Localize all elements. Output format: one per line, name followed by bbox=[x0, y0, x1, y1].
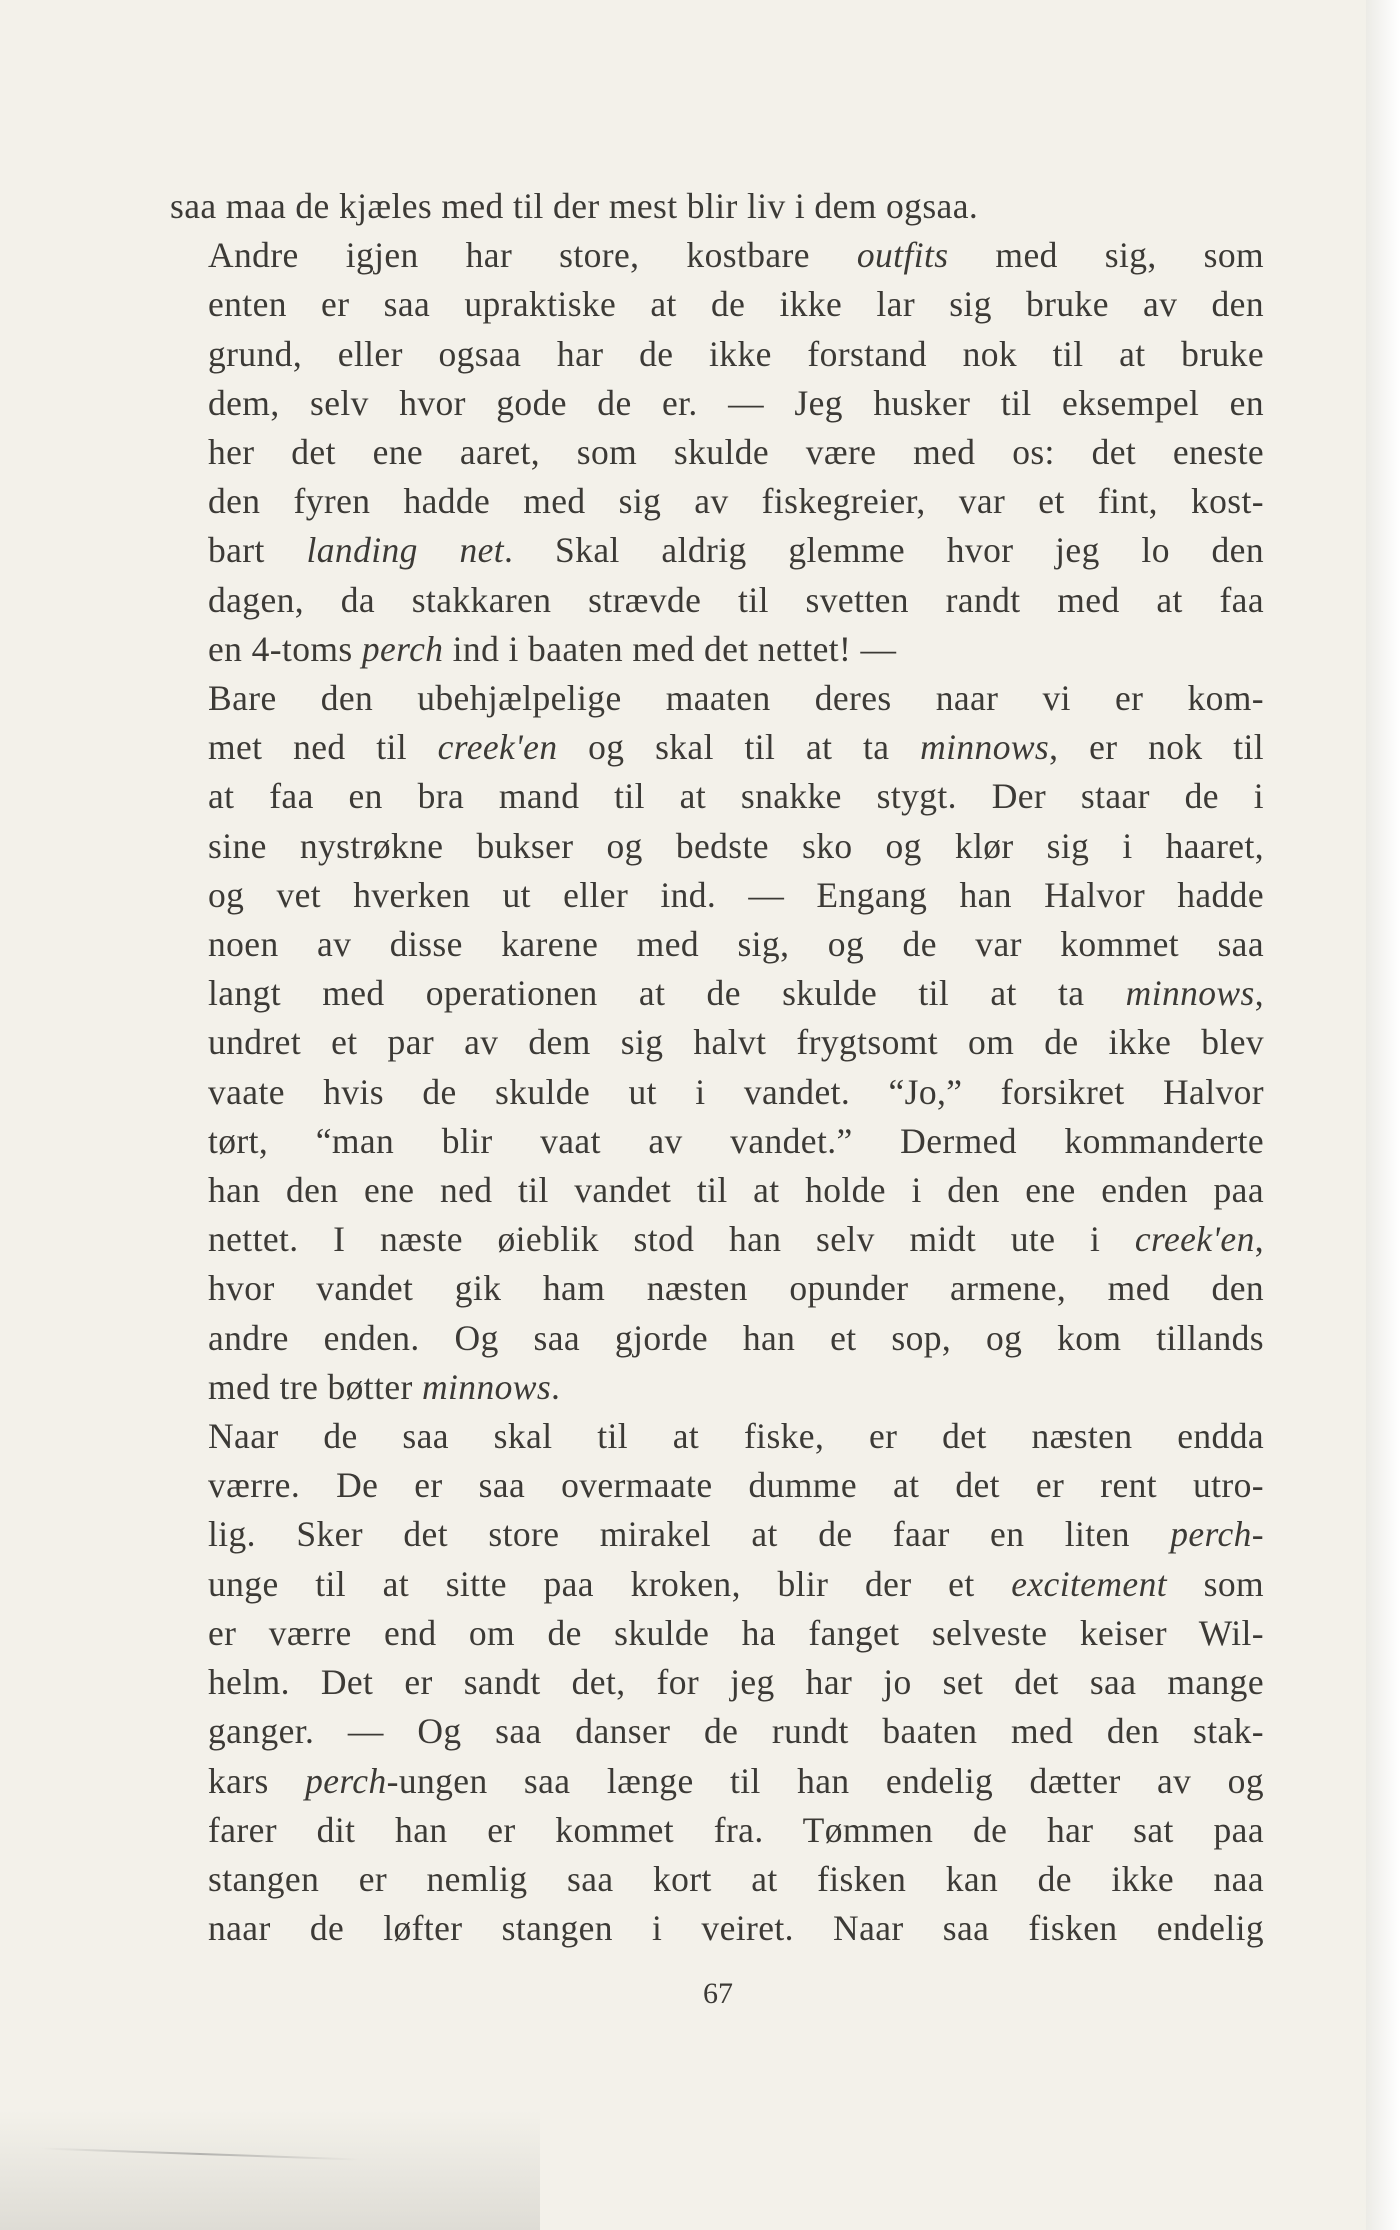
text-line: værre. De er saa overmaate dumme at det er rent utro- bbox=[208, 1465, 1264, 1506]
italic-term: outfits bbox=[856, 235, 949, 276]
text-line: med tre bøtter minnows. bbox=[208, 1366, 561, 1407]
italic-term: minnows bbox=[422, 1366, 552, 1407]
italic-term: minnows bbox=[920, 727, 1050, 768]
text-line: dagen, da stakkaren strævde til svetten randt med at faa bbox=[208, 579, 1264, 620]
text-line: er værre end om de skulde ha fanget selveste keiser Wil- bbox=[208, 1612, 1264, 1653]
text-line: stangen er nemlig saa kort at fisken kan de ikke naa bbox=[208, 1858, 1264, 1899]
text-line: langt med operationen at de skulde til at ta minnows, bbox=[208, 973, 1264, 1014]
italic-term: landing net bbox=[306, 530, 505, 571]
paragraph bbox=[170, 1412, 1264, 1953]
paragraph bbox=[170, 231, 1264, 674]
scan-smudge bbox=[0, 2110, 540, 2230]
text-line: bart landing net. Skal aldrig glemme hvor jeg lo den bbox=[208, 530, 1264, 571]
text-line: sine nystrøkne bukser og bedste sko og klør sig i haaret, bbox=[208, 825, 1264, 866]
text-line: unge til at sitte paa kroken, blir der et excitement som bbox=[208, 1563, 1265, 1604]
text-line: noen av disse karene med sig, og de var kommet saa bbox=[208, 924, 1264, 965]
text-line: og vet hverken ut eller ind. — Engang han Halvor hadde bbox=[208, 874, 1264, 915]
text-line: naar de løfter stangen i veiret. Naar saa fisken endelig bbox=[208, 1908, 1264, 1949]
text-line: farer dit han er kommet fra. Tømmen de har sat paa bbox=[208, 1809, 1264, 1850]
text-line: en 4-toms perch ind i baaten med det nettet! — bbox=[208, 628, 897, 669]
paragraph bbox=[170, 182, 1264, 231]
text-line: nettet. I næste øieblik stod han selv midt ute i creek'en, bbox=[208, 1219, 1264, 1260]
text-line: ganger. — Og saa danser de rundt baaten med den stak- bbox=[208, 1711, 1264, 1752]
page-number: 67 bbox=[703, 1977, 733, 2010]
italic-term: creek'en bbox=[1134, 1219, 1255, 1260]
text-line: Bare den ubehjælpelige maaten deres naar vi er kom- bbox=[208, 678, 1264, 719]
italic-term: creek'en bbox=[437, 727, 558, 768]
scan-edge bbox=[1366, 0, 1400, 2230]
italic-term: minnows bbox=[1125, 973, 1255, 1014]
text-line: her det ene aaret, som skulde være med os: det eneste bbox=[208, 432, 1264, 473]
paragraph bbox=[170, 674, 1264, 1412]
text-line: helm. Det er sandt det, for jeg har jo set det saa mange bbox=[208, 1662, 1264, 1703]
text-line: enten er saa upraktiske at de ikke lar sig bruke av den bbox=[208, 284, 1264, 325]
text-line: at faa en bra mand til at snakke stygt. Der staar de i bbox=[208, 776, 1264, 817]
text-line: den fyren hadde med sig av fiskegreier, var et fint, kost- bbox=[208, 481, 1264, 522]
text-line: saa maa de kjæles med til der mest blir liv i dem ogsaa. bbox=[170, 186, 979, 226]
italic-term: perch bbox=[305, 1760, 387, 1801]
text-line: undret et par av dem sig halvt frygtsomt om de ikke blev bbox=[208, 1022, 1264, 1063]
italic-term: perch bbox=[1170, 1514, 1252, 1555]
text-line: hvor vandet gik ham næsten opunder armene, med den bbox=[208, 1268, 1264, 1309]
text-line: Andre igjen har store, kostbare outfits med sig, som bbox=[208, 235, 1264, 276]
text-line: lig. Sker det store mirakel at de faar en liten perch- bbox=[208, 1514, 1264, 1555]
text-line: han den ene ned til vandet til at holde i den ene enden paa bbox=[208, 1170, 1264, 1211]
italic-term: excitement bbox=[1011, 1563, 1167, 1604]
text-line: vaate hvis de skulde ut i vandet. “Jo,” forsikret Halvor bbox=[208, 1071, 1264, 1112]
text-line: kars perch-ungen saa længe til han endelig dætter av og bbox=[208, 1760, 1264, 1801]
text-line: andre enden. Og saa gjorde han et sop, og kom tillands bbox=[208, 1317, 1264, 1358]
body-text bbox=[170, 182, 1264, 1953]
text-line: met ned til creek'en og skal til at ta minnows, er nok til bbox=[208, 727, 1264, 768]
text-line: grund, eller ogsaa har de ikke forstand nok til at bruke bbox=[208, 333, 1264, 374]
text-line: Naar de saa skal til at fiske, er det næsten endda bbox=[208, 1416, 1264, 1457]
text-line: tørt, “man blir vaat av vandet.” Dermed kommanderte bbox=[208, 1120, 1264, 1161]
italic-term: perch bbox=[361, 628, 444, 669]
text-line: dem, selv hvor gode de er. — Jeg husker til eksempel en bbox=[208, 382, 1264, 423]
